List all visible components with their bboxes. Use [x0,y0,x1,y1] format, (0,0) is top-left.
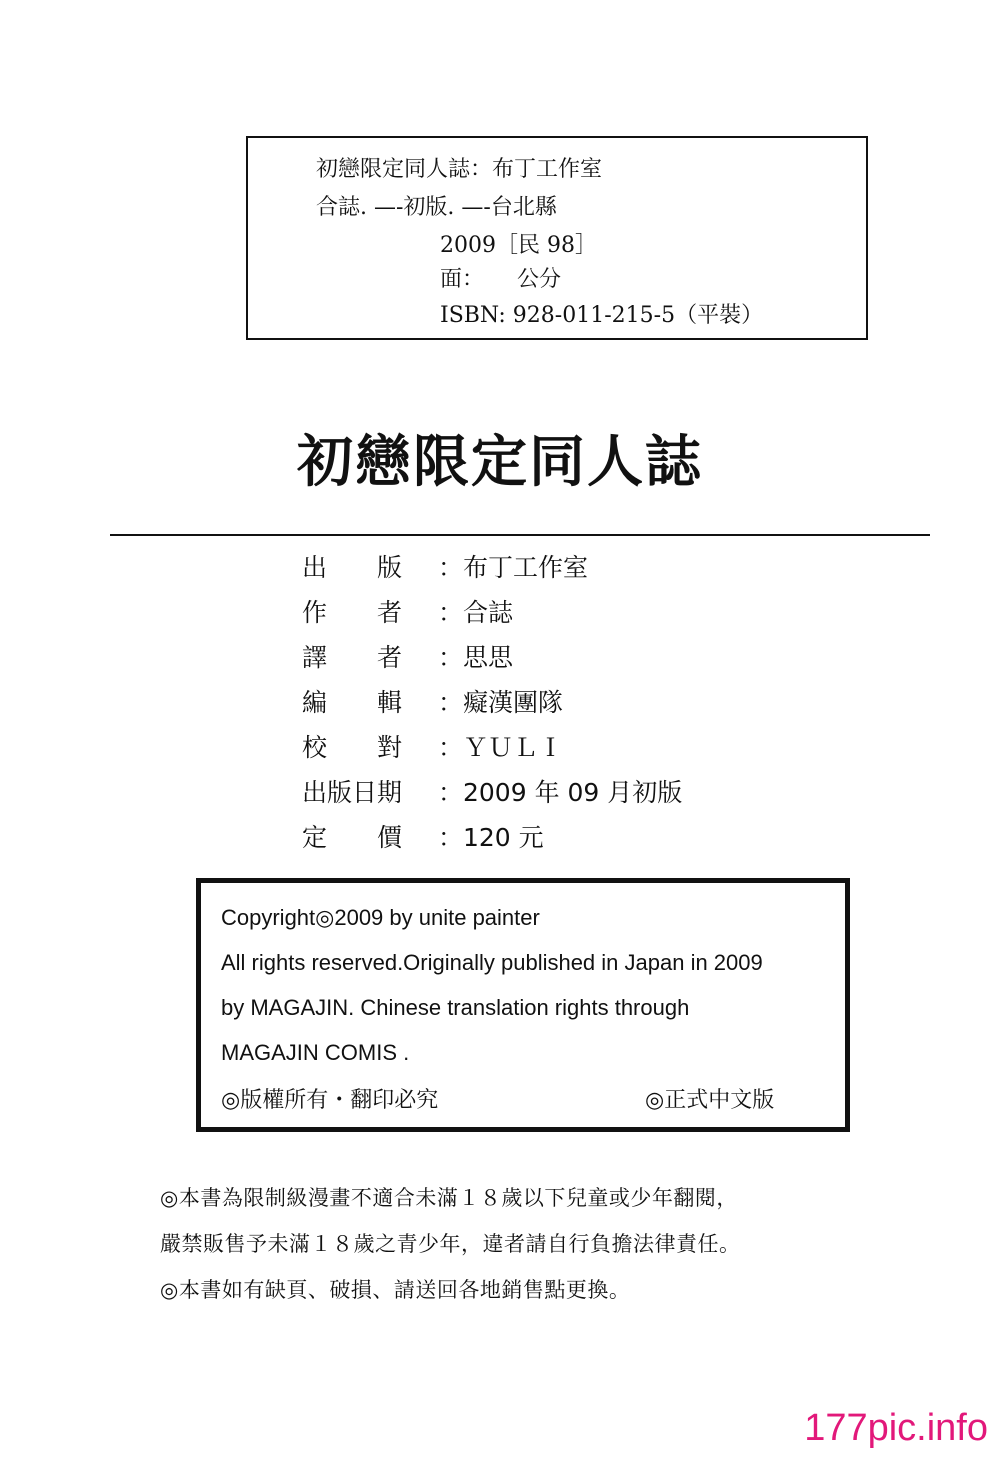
licensor-line: MAGAJIN COMIS . [221,1040,410,1065]
cip-line-year: 2009［民 98］ [440,233,597,258]
credit-label: 譯 者 [302,643,403,672]
cip-line-title: 初戀限定同人誌：布丁工作室 [316,157,603,182]
copyright-box [196,878,850,1132]
cip-line-edition: 合誌. —-初版. —-台北縣 [316,195,557,220]
all-rights-reserved-label: ◎版權所有・翻印必究 [221,1088,439,1113]
cip-line-pages: 面： 公分 [440,267,562,292]
rights-line: All rights reserved.Originally published in Japan in 2009 [221,950,763,975]
credit-label: 校 對 [302,733,403,762]
credit-label: 出 版 [302,553,403,582]
divider-rule [110,534,930,536]
credit-label: 作 者 [302,598,403,627]
site-watermark: 177pic.info [804,1407,988,1449]
sales-restriction-notice: 嚴禁販售予未滿１８歲之青少年，違者請自行負擔法律責任。 [160,1232,741,1256]
translation-rights-line: by MAGAJIN. Chinese translation rights through [221,995,690,1020]
copyright-line: Copyright◎2009 by unite painter [221,905,540,930]
book-title: 初戀限定同人誌 [297,430,703,495]
cip-data-box [246,136,868,340]
credit-value: ：120 元 [438,823,544,852]
credit-label: 定 價 [302,823,403,852]
credit-value: ：ＹＵＬＩ [438,733,564,762]
credit-label: 編 輯 [302,688,403,717]
credit-label: 出版日期 [302,778,403,807]
credit-value: ：思思 [438,643,514,672]
age-restriction-notice: ◎本書為限制級漫畫不適合未滿１８歲以下兒童或少年翻閱， [160,1186,738,1210]
credit-value: ：合誌 [438,598,514,627]
credit-value: ：癡漢團隊 [438,688,564,717]
defect-exchange-notice: ◎本書如有缺頁、破損、請送回各地銷售點更換。 [160,1278,631,1302]
credit-value: ：布丁工作室 [438,553,589,582]
credit-value: ：2009 年 09 月初版 [438,778,683,807]
cip-line-isbn: ISBN: 928-011-215-5（平裝） [440,303,764,328]
official-edition-label: ◎正式中文版 [645,1088,775,1113]
